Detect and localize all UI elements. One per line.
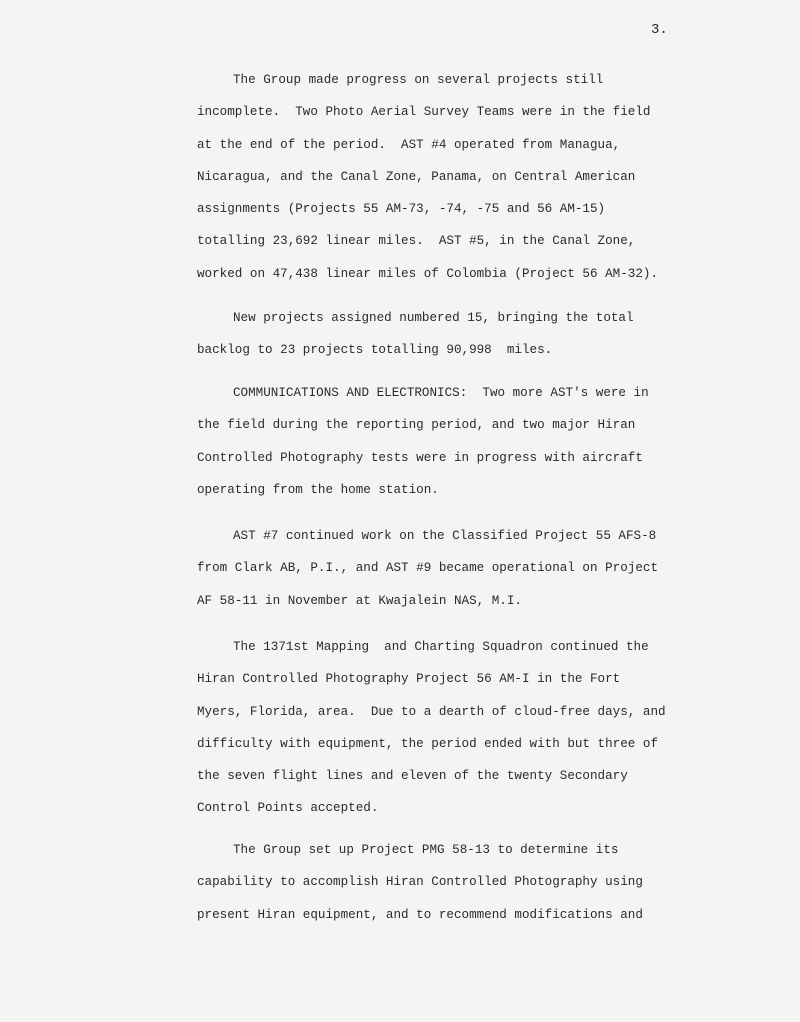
text-line: from Clark AB, P.I., and AST #9 became operational on Project xyxy=(197,561,659,576)
text-line: at the end of the period. AST #4 operated from Managua, xyxy=(197,137,621,152)
text-line: totalling 23,692 linear miles. AST #5, in the Canal Zone, xyxy=(197,234,636,249)
text-line: capability to accomplish Hiran Controlled Photography using xyxy=(197,875,643,890)
text-line: the seven flight lines and eleven of the twenty Secondary xyxy=(197,769,628,784)
text-line: AF 58-11 in November at Kwajalein NAS, M.I. xyxy=(197,593,522,608)
paragraph-new-projects xyxy=(197,302,634,367)
text-line: Myers, Florida, area. Due to a dearth of cloud-free days, and xyxy=(197,704,666,719)
text-line: The 1371st Mapping and Charting Squadron continued the xyxy=(233,640,649,654)
page-number: 3. xyxy=(651,22,668,38)
text-line: the field during the reporting period, and two major Hiran xyxy=(197,418,636,433)
text-line: AST #7 continued work on the Classified Project 55 AFS-8 xyxy=(233,529,657,543)
paragraph-pmg-project xyxy=(197,834,643,931)
text-line: COMMUNICATIONS AND ELECTRONICS: Two more AST's were in xyxy=(233,386,649,400)
paragraph-ast7 xyxy=(197,520,658,617)
paragraph-communications xyxy=(197,377,649,506)
paragraph-survey-teams xyxy=(197,64,658,290)
text-line: New projects assigned numbered 15, bringing the total xyxy=(233,311,634,325)
text-line: Control Points accepted. xyxy=(197,801,379,816)
text-line: Nicaragua, and the Canal Zone, Panama, on Central American xyxy=(197,169,636,184)
text-line: The Group made progress on several projects still xyxy=(233,73,604,87)
text-line: backlog to 23 projects totalling 90,998 miles. xyxy=(197,343,553,358)
text-line: operating from the home station. xyxy=(197,482,439,497)
text-line: assignments (Projects 55 AM-73, -74, -75 and 56 AM-15) xyxy=(197,202,606,217)
paragraph-1371st-squadron xyxy=(197,631,666,825)
text-line: worked on 47,438 linear miles of Colombia (Project 56 AM-32). xyxy=(197,266,659,281)
text-line: Controlled Photography tests were in progress with aircraft xyxy=(197,450,643,465)
text-line: difficulty with equipment, the period ended with but three of xyxy=(197,736,659,751)
text-line: The Group set up Project PMG 58-13 to determine its xyxy=(233,843,619,857)
text-line: Hiran Controlled Photography Project 56 AM-I in the Fort xyxy=(197,672,621,687)
text-line: present Hiran equipment, and to recommend modifications and xyxy=(197,907,643,922)
text-line: incomplete. Two Photo Aerial Survey Teams were in the field xyxy=(197,105,651,120)
